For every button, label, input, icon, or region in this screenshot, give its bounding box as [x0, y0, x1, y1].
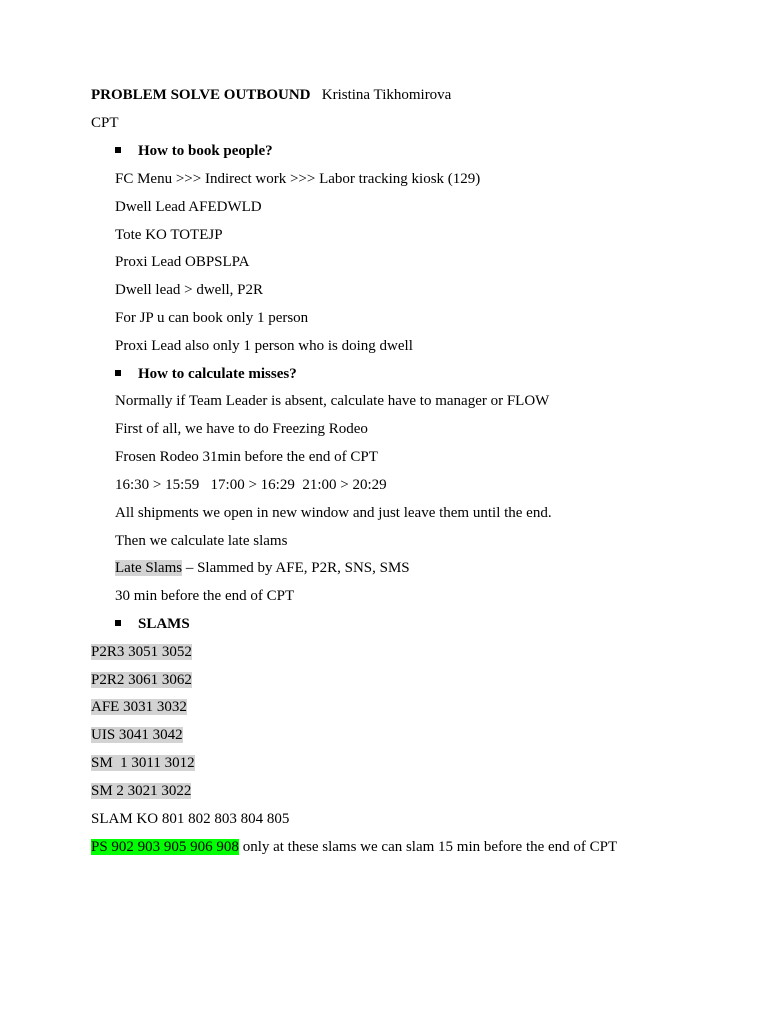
- text-line: 16:30 > 15:59 17:00 > 16:29 21:00 > 20:29: [115, 477, 387, 493]
- bullet-icon: [115, 370, 121, 376]
- bullet-icon: [115, 620, 121, 626]
- text-line: Proxi Lead also only 1 person who is doing dwell: [115, 338, 413, 354]
- late-slams-highlight: Late Slams: [115, 560, 183, 576]
- text-line: Normally if Team Leader is absent, calculate have to manager or FLOW: [115, 393, 550, 409]
- text-line: FC Menu >>> Indirect work >>> Labor tracking kiosk (129): [115, 171, 481, 187]
- slam-line: SM 2 3021 3022: [91, 783, 192, 799]
- text-line: For JP u can book only 1 person: [115, 310, 309, 326]
- slam-ko-line: SLAM KO 801 802 803 804 805: [91, 811, 290, 827]
- slam-line: AFE 3031 3032: [91, 699, 187, 715]
- title-line: [91, 86, 451, 104]
- late-slams-line: Late Slams – Slammed by AFE, P2R, SNS, SMS: [115, 560, 410, 576]
- text-line: 30 min before the end of CPT: [115, 588, 295, 604]
- section-heading-slams: SLAMS: [115, 615, 190, 633]
- slam-line: P2R3 3051 3052: [91, 644, 192, 660]
- text-line: Dwell lead > dwell, P2R: [115, 282, 264, 298]
- text-line: Tote KO TOTEJP: [115, 227, 223, 243]
- text-line: Proxi Lead OBPSLPA: [115, 254, 250, 270]
- section-heading-misses: How to calculate misses?: [115, 365, 297, 383]
- document-author: Kristina Tikhomirova: [321, 87, 452, 103]
- text-line: Frosen Rodeo 31min before the end of CPT: [115, 449, 378, 465]
- text-line: First of all, we have to do Freezing Rodeo: [115, 421, 368, 437]
- slam-line: SM 1 3011 3012: [91, 755, 195, 771]
- slam-line: UIS 3041 3042: [91, 727, 183, 743]
- ps-highlight: PS 902 903 905 906 908: [91, 839, 239, 855]
- section-heading-book: How to book people?: [115, 142, 273, 160]
- text-line: Dwell Lead AFEDWLD: [115, 199, 262, 215]
- text-line: Then we calculate late slams: [115, 533, 288, 549]
- cpt-label: CPT: [91, 115, 119, 131]
- text-line: All shipments we open in new window and just leave them until the end.: [115, 505, 552, 521]
- bullet-icon: [115, 147, 121, 153]
- ps-line: PS 902 903 905 906 908 only at these slams we can slam 15 min before the end of CPT: [91, 839, 618, 855]
- slam-line: P2R2 3061 3062: [91, 672, 192, 688]
- document-title: PROBLEM SOLVE OUTBOUND: [91, 87, 311, 103]
